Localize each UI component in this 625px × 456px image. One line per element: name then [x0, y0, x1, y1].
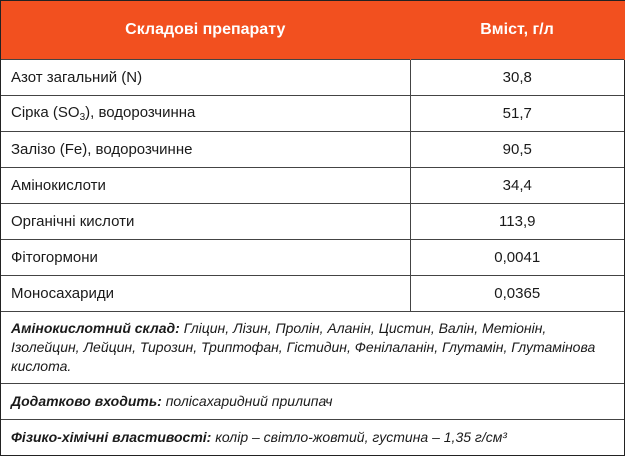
header-content: Вміст, г/л — [410, 1, 624, 60]
table-row — [1, 204, 624, 240]
row-value: 51,7 — [410, 96, 624, 132]
note-row-extra — [1, 384, 624, 420]
row-name — [1, 96, 410, 132]
note-row-phys — [1, 420, 624, 456]
row-name: Амінокислоти — [1, 168, 410, 204]
note-row-amino — [1, 312, 624, 384]
table-header-row — [1, 1, 624, 60]
row-name-subscript: 3 — [79, 112, 86, 123]
phys-note-label: Фізико-хімічні властивості: — [11, 429, 212, 445]
phys-note-text: колір – світло-жовтий, густина – 1,35 г/см³ — [211, 429, 507, 445]
table-row — [1, 60, 624, 96]
row-name: Азот загальний (N) — [1, 60, 410, 96]
composition-table — [1, 1, 625, 455]
amino-note-label: Амінокислотний склад: — [11, 320, 180, 336]
row-name: Органічні кислоти — [1, 204, 410, 240]
row-value: 90,5 — [410, 132, 624, 168]
table-row — [1, 132, 624, 168]
header-components: Складові препарату — [1, 1, 410, 60]
extra-note-label: Додатково входить: — [11, 393, 162, 409]
extra-note-text: полісахаридний прилипач — [161, 393, 333, 409]
phys-note — [1, 420, 624, 456]
table-row — [1, 240, 624, 276]
row-name-post: ), водорозчинна — [85, 104, 196, 121]
table-row — [1, 168, 624, 204]
row-value: 0,0365 — [410, 276, 624, 312]
row-value: 34,4 — [410, 168, 624, 204]
row-value: 30,8 — [410, 60, 624, 96]
row-name-pre: Сірка (SO — [11, 104, 80, 121]
row-name: Моносахариди — [1, 276, 410, 312]
table-row — [1, 276, 624, 312]
amino-note-text: Гліцин, Лізин, Пролін, Аланін, Цистин, Валін, Метіонін, Ізолейцин, Лейцин, Тирозин, Триптофан, Гістидин, Фенілаланін, Глутамін, Глутамінова кислота. — [11, 320, 596, 374]
row-name: Залізо (Fe), водорозчинне — [1, 132, 410, 168]
extra-note — [1, 384, 624, 420]
row-value: 113,9 — [410, 204, 624, 240]
table-row — [1, 96, 624, 132]
row-value: 0,0041 — [410, 240, 624, 276]
row-name: Фітогормони — [1, 240, 410, 276]
amino-note — [1, 312, 624, 384]
